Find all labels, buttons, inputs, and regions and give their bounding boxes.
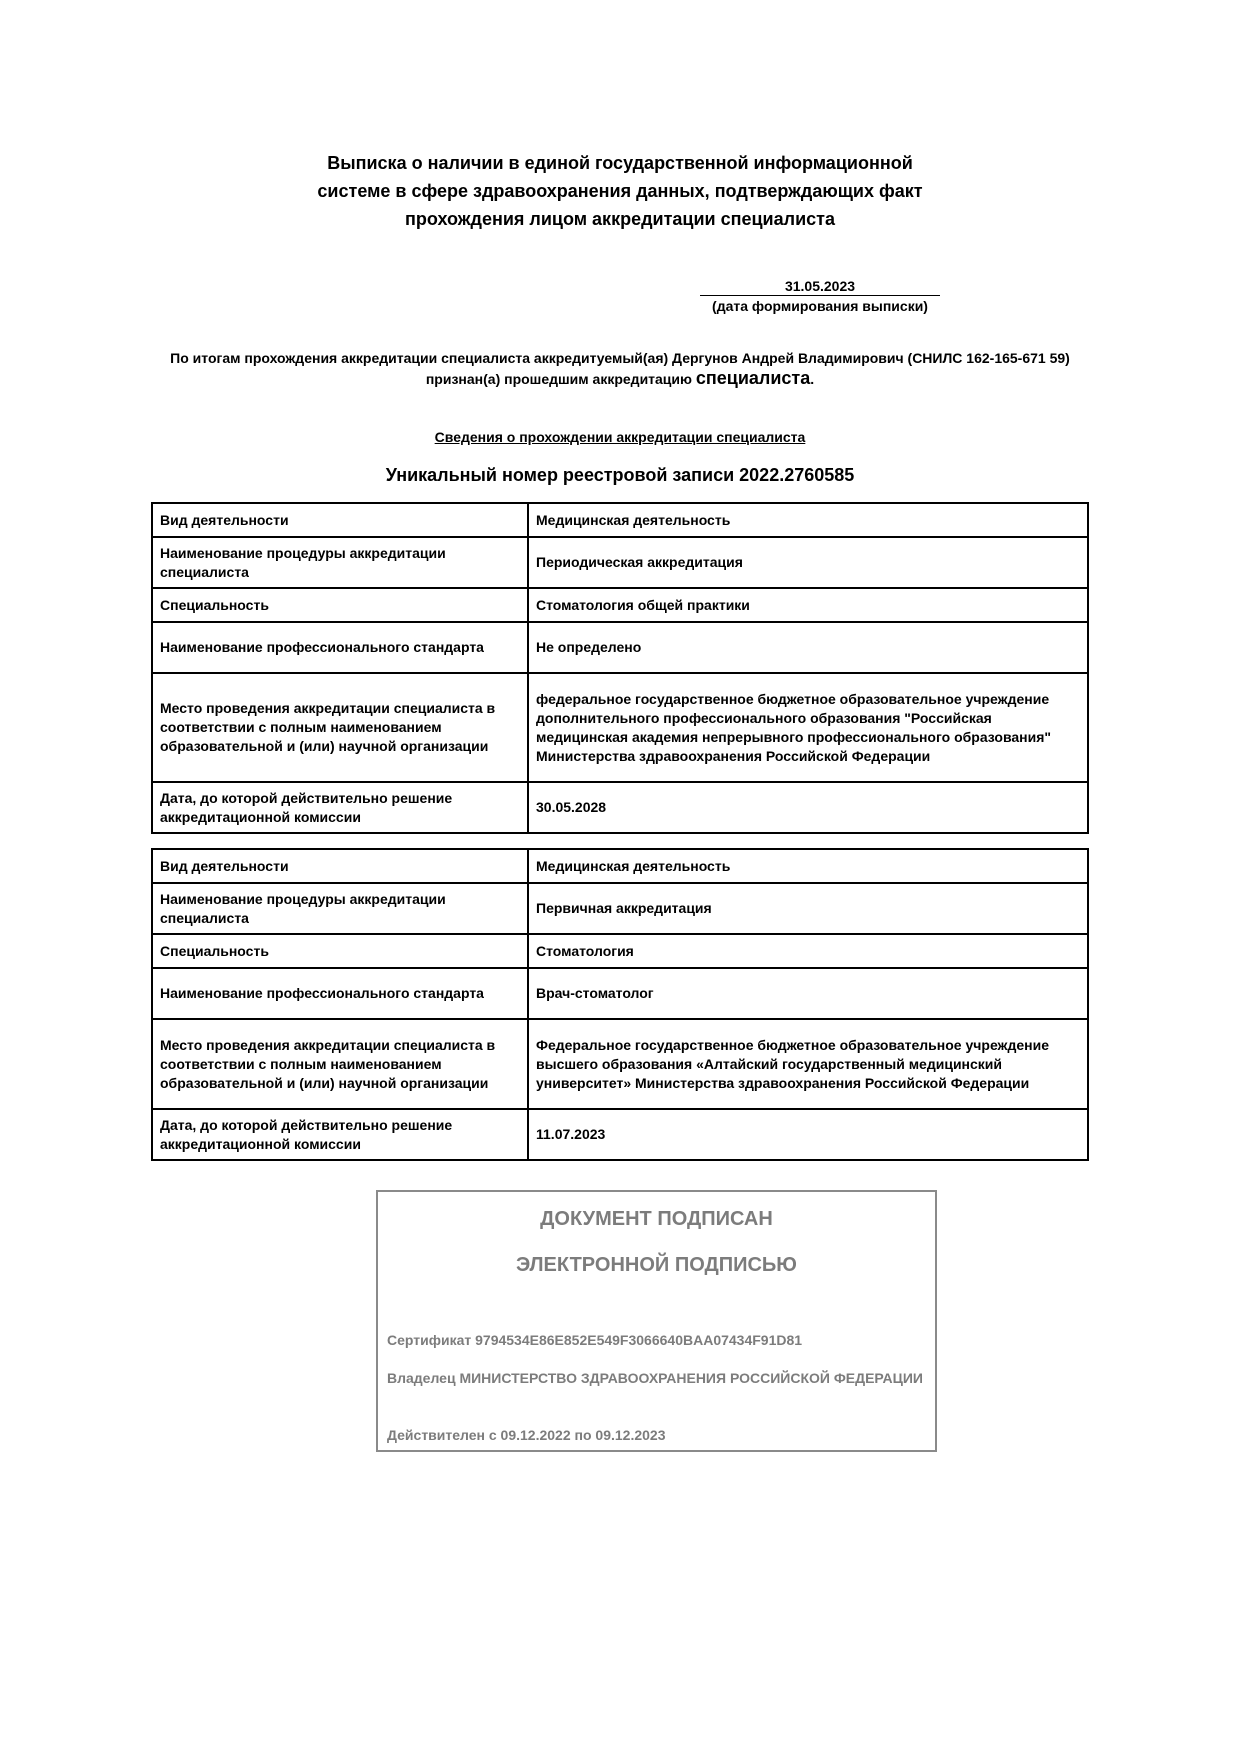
stamp-owner: Владелец МИНИСТЕРСТВО ЗДРАВООХРАНЕНИЯ РОССИЙСКОЙ ФЕДЕРАЦИИ [387, 1370, 923, 1386]
row-value: федеральное государственное бюджетное образовательное учреждение дополнительного профессионального образования "Российская медицинская академия непрерывного профессионального образования" Министерства здравоохранения Российской Федерации [528, 673, 1088, 782]
issue-date-block [700, 278, 940, 316]
table-row [152, 849, 1088, 883]
row-label: Вид деятельности [152, 849, 528, 883]
registry-number: Уникальный номер реестровой записи 2022.2760585 [385, 465, 855, 485]
row-label: Дата, до которой действительно решение аккредитационной комиссии [152, 782, 528, 833]
row-value: 30.05.2028 [528, 782, 1088, 833]
row-label: Наименование профессионального стандарта [152, 622, 528, 673]
table-row [152, 1109, 1088, 1160]
row-label: Место проведения аккредитации специалиста в соответствии с полным наименованием образовательной и (или) научной организации [152, 673, 528, 782]
row-label: Вид деятельности [152, 503, 528, 537]
table-row [152, 883, 1088, 934]
table-row [152, 588, 1088, 622]
table-row [152, 1019, 1088, 1109]
stamp-certificate: Сертификат 9794534E86E852E549F3066640BAA07434F91D81 [387, 1332, 803, 1348]
issue-date: 31.05.2023 [700, 278, 940, 296]
row-label: Наименование профессионального стандарта [152, 968, 528, 1019]
intro-text: По итогам прохождения аккредитации специалиста аккредитуемый(ая) Дергунов Андрей Владимирович (СНИЛС 162-165-671 59) признан(а) прошедшим аккредитацию [170, 350, 1070, 387]
table-row [152, 782, 1088, 833]
row-value: Не определено [528, 622, 1088, 673]
row-label: Дата, до которой действительно решение аккредитационной комиссии [152, 1109, 528, 1160]
title-line-1: Выписка о наличии в единой государственной информационной [327, 153, 913, 173]
stamp-heading-electronic: ЭЛЕКТРОННОЙ ПОДПИСЬЮ [516, 1254, 797, 1276]
row-label: Место проведения аккредитации специалиста в соответствии с полным наименованием образовательной и (или) научной организации [152, 1019, 528, 1109]
row-value: Первичная аккредитация [528, 883, 1088, 934]
row-value: Периодическая аккредитация [528, 537, 1088, 588]
issue-date-caption: (дата формирования выписки) [712, 298, 928, 314]
intro-paragraph [150, 348, 1090, 389]
accreditation-table-2 [151, 848, 1089, 1161]
title-line-3: прохождения лицом аккредитации специалиста [405, 209, 835, 229]
intro-period: . [810, 371, 815, 387]
row-value: Медицинская деятельность [528, 849, 1088, 883]
table-row [152, 503, 1088, 537]
row-value: Стоматология общей практики [528, 588, 1088, 622]
section-title: Сведения о прохождении аккредитации специалиста [434, 429, 806, 445]
row-value: Медицинская деятельность [528, 503, 1088, 537]
stamp-heading-signed: ДОКУМЕНТ ПОДПИСАН [540, 1208, 773, 1230]
document-title [200, 149, 1040, 233]
table-row [152, 968, 1088, 1019]
row-label: Наименование процедуры аккредитации специалиста [152, 883, 528, 934]
row-value: Стоматология [528, 934, 1088, 968]
electronic-signature-stamp [376, 1190, 937, 1452]
row-value: 11.07.2023 [528, 1109, 1088, 1160]
table-row [152, 673, 1088, 782]
title-line-2: системе в сфере здравоохранения данных, подтверждающих факт [317, 181, 923, 201]
table-row [152, 537, 1088, 588]
table-row [152, 934, 1088, 968]
row-label: Специальность [152, 934, 528, 968]
accreditation-table-1 [151, 502, 1089, 834]
row-label: Наименование процедуры аккредитации специалиста [152, 537, 528, 588]
intro-tail: специалиста [695, 368, 811, 388]
row-value: Федеральное государственное бюджетное образовательное учреждение высшего образования «Алтайский государственный медицинский университет» Министерства здравоохранения Российской Федерации [528, 1019, 1088, 1109]
table-row [152, 622, 1088, 673]
stamp-validity: Действителен с 09.12.2022 по 09.12.2023 [387, 1427, 666, 1443]
row-value: Врач-стоматолог [528, 968, 1088, 1019]
row-label: Специальность [152, 588, 528, 622]
